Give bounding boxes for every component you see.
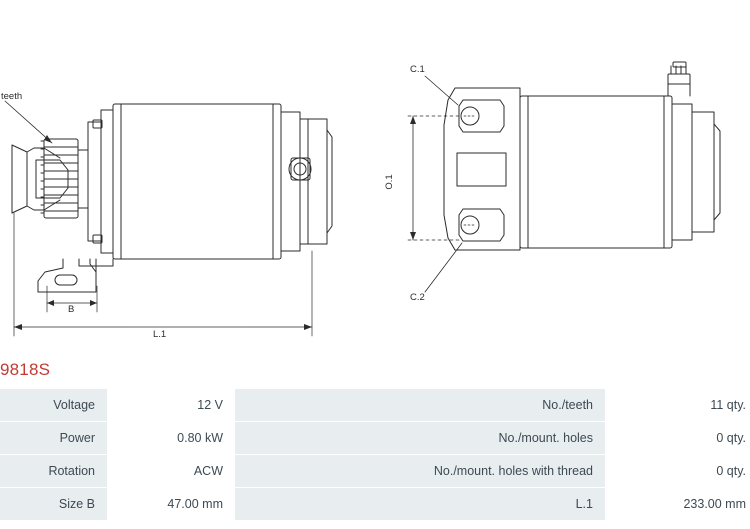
drawing-label-c2: C.2 [410,292,425,303]
spec-label: No./teeth [235,389,605,422]
drawing-label-c1: C.1 [410,64,425,75]
table-row [0,422,750,455]
specifications-table [0,389,750,521]
drawing-label-teeth: teeth [1,91,23,102]
spec-label: Power [0,422,107,455]
spec-value: 0 qty. [605,422,750,455]
spec-value: 11 qty. [605,389,750,422]
part-code-title: 9818S [0,360,51,379]
drawing-label-l1: L.1 [153,329,167,340]
spec-label: Voltage [0,389,107,422]
spec-value: ACW [107,455,235,488]
spec-value: 0.80 kW [107,422,235,455]
spec-value: 0 qty. [605,455,750,488]
specifications-body [0,389,750,521]
drawing-label-b: B [68,304,75,315]
table-row [0,389,750,422]
spec-label: No./mount. holes with thread [235,455,605,488]
spec-label: L.1 [235,488,605,521]
spec-label: Size B [0,488,107,521]
spec-value: 12 V [107,389,235,422]
table-row [0,455,750,488]
table-row [0,488,750,521]
drawing-label-o1: O.1 [384,174,395,190]
spec-value: 233.00 mm [605,488,750,521]
spec-label: No./mount. holes [235,422,605,455]
spec-value: 47.00 mm [107,488,235,521]
spec-label: Rotation [0,455,107,488]
